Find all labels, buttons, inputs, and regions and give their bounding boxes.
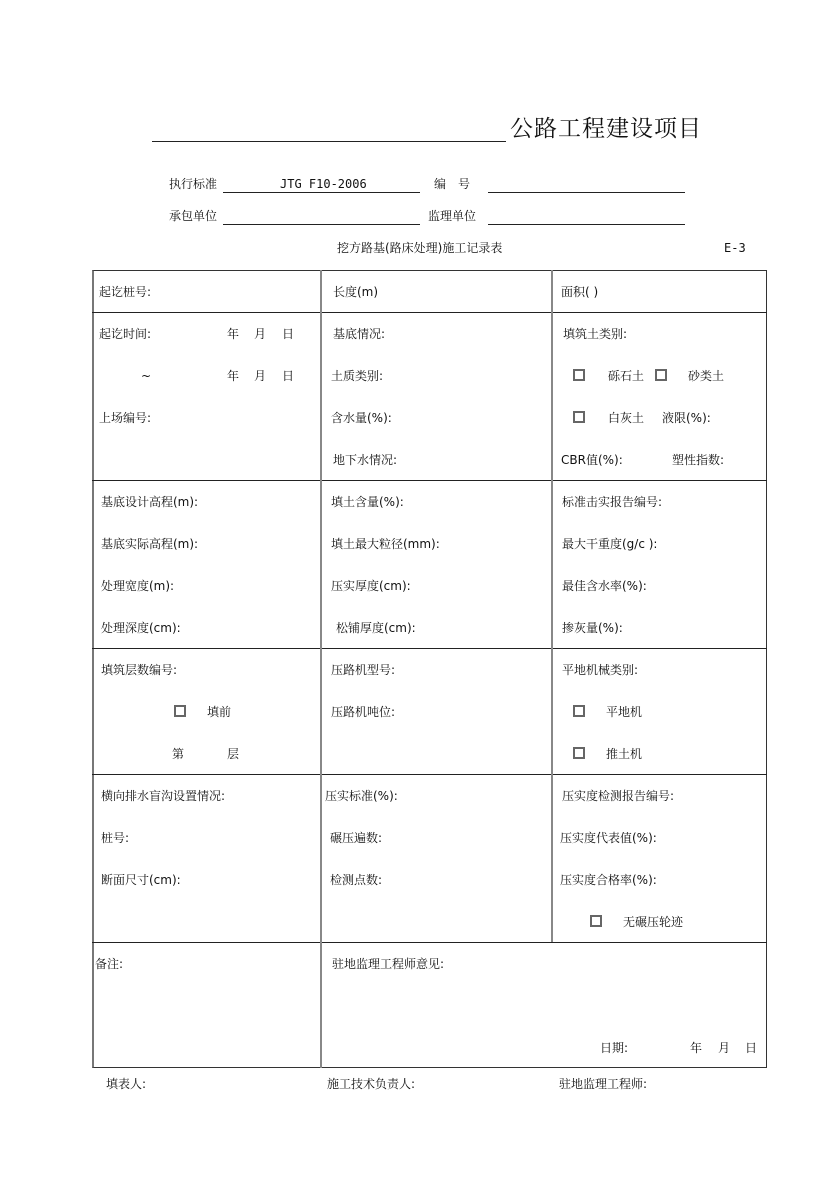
rolling-passes-label: 碾压遍数:: [330, 831, 383, 845]
treat-depth-label: 处理深度(cm):: [101, 621, 181, 635]
cbr-label: CBR值(%):: [561, 453, 623, 467]
length-label: 长度(m): [333, 285, 379, 299]
date-label: 日期:: [600, 1041, 629, 1055]
sandy-soil-checkbox[interactable]: [655, 369, 667, 381]
fill-soil-type-label: 填筑土类别:: [563, 327, 628, 341]
compaction-standard-label: 压实标准(%):: [325, 789, 398, 803]
section-size-label: 断面尺寸(cm):: [101, 873, 181, 887]
row-divider: [92, 942, 767, 943]
drain-setup-label: 横向排水盲沟设置情况:: [101, 789, 226, 803]
engineer-label: 驻地监理工程师:: [559, 1077, 648, 1091]
compaction-pass-rate-label: 压实度合格率(%):: [560, 873, 657, 887]
base-condition-label: 基底情况:: [333, 327, 386, 341]
test-points-label: 检测点数:: [330, 873, 383, 887]
sandy-soil-label: 砂类土: [688, 369, 725, 383]
engineer-opinion-label: 驻地监理工程师意见:: [332, 957, 445, 971]
column-divider: [320, 270, 322, 1068]
date-day: 日: [745, 1041, 758, 1055]
number-label: 编 号: [434, 177, 471, 191]
bulldozer-label: 推土机: [606, 747, 643, 761]
area-label: 面积( ): [561, 285, 599, 299]
row-divider: [92, 648, 767, 649]
project-name-underline[interactable]: [152, 141, 506, 142]
soil-type-label: 土质类别:: [331, 369, 384, 383]
row-divider: [92, 480, 767, 481]
grader-label: 平地机: [606, 705, 643, 719]
lime-soil-checkbox[interactable]: [573, 411, 585, 423]
roller-tonnage-label: 压路机吨位:: [331, 705, 396, 719]
gravel-soil-label: 砾石土: [608, 369, 645, 383]
before-fill-checkbox[interactable]: [174, 705, 186, 717]
no-wheel-marks-label: 无碾压轮迹: [623, 915, 684, 929]
standard-value: JTG F10-2006: [280, 177, 367, 191]
filled-by-label: 填表人:: [106, 1077, 147, 1091]
roller-model-label: 压路机型号:: [331, 663, 396, 677]
date-year: 年: [690, 1041, 703, 1055]
no-wheel-marks-checkbox[interactable]: [590, 915, 602, 927]
max-particle-label: 填土最大粒径(mm):: [331, 537, 440, 551]
date-month: 月: [718, 1041, 731, 1055]
liquid-limit-label: 液限(%):: [662, 411, 711, 425]
tilde: ~: [141, 369, 152, 383]
proctor-report-label: 标准击实报告编号:: [562, 495, 663, 509]
grader-type-label: 平地机械类别:: [562, 663, 639, 677]
loose-thickness-label: 松铺厚度(cm):: [336, 621, 416, 635]
standard-label: 执行标准: [169, 177, 218, 191]
treat-width-label: 处理宽度(m):: [101, 579, 175, 593]
record-table: [92, 270, 767, 1068]
bulldozer-checkbox[interactable]: [573, 747, 585, 759]
compaction-rep-value-label: 压实度代表值(%):: [560, 831, 657, 845]
actual-elevation-label: 基底实际高程(m):: [101, 537, 199, 551]
tech-lead-label: 施工技术负责人:: [327, 1077, 416, 1091]
design-elevation-label: 基底设计高程(m):: [101, 495, 199, 509]
layer-prefix: 第: [172, 747, 185, 761]
water-content-label: 含水量(%):: [331, 411, 392, 425]
standard-field[interactable]: [223, 192, 420, 193]
date2-month: 月: [254, 369, 267, 383]
gravel-soil-checkbox[interactable]: [573, 369, 585, 381]
row-divider: [92, 774, 767, 775]
layer-suffix: 层: [227, 747, 240, 761]
supervisor-label: 监理单位: [428, 209, 477, 223]
groundwater-label: 地下水情况:: [333, 453, 398, 467]
compact-thickness-label: 压实厚度(cm):: [331, 579, 411, 593]
optimum-moisture-label: 最佳含水率(%):: [562, 579, 647, 593]
page-title: 公路工程建设项目: [510, 116, 702, 142]
remarks-label: 备注:: [95, 957, 124, 971]
before-fill-label: 填前: [207, 705, 232, 719]
form-title: 挖方路基(路床处理)施工记录表: [337, 241, 503, 255]
form-code: E-3: [724, 241, 746, 255]
supervisor-field[interactable]: [488, 224, 685, 225]
column-divider: [551, 270, 553, 942]
contractor-field[interactable]: [223, 224, 420, 225]
layer-number-label: 填筑层数编号:: [101, 663, 178, 677]
field-number-label: 上场编号:: [99, 411, 152, 425]
date1-day: 日: [282, 327, 295, 341]
time-label: 起讫时间:: [99, 327, 152, 341]
fill-content-label: 填土含量(%):: [331, 495, 404, 509]
number-field[interactable]: [488, 192, 685, 193]
contractor-label: 承包单位: [169, 209, 218, 223]
grader-checkbox[interactable]: [573, 705, 585, 717]
date2-day: 日: [282, 369, 295, 383]
date2-year: 年: [227, 369, 240, 383]
date1-year: 年: [227, 327, 240, 341]
pile-number-label: 桩号:: [101, 831, 130, 845]
lime-content-label: 掺灰量(%):: [562, 621, 623, 635]
lime-soil-label: 白灰土: [608, 411, 645, 425]
date1-month: 月: [254, 327, 267, 341]
compaction-report-label: 压实度检测报告编号:: [562, 789, 675, 803]
max-dry-density-label: 最大干重度(g/c ):: [562, 537, 658, 551]
row-divider: [92, 312, 767, 313]
station-label: 起讫桩号:: [99, 285, 152, 299]
plasticity-label: 塑性指数:: [672, 453, 725, 467]
